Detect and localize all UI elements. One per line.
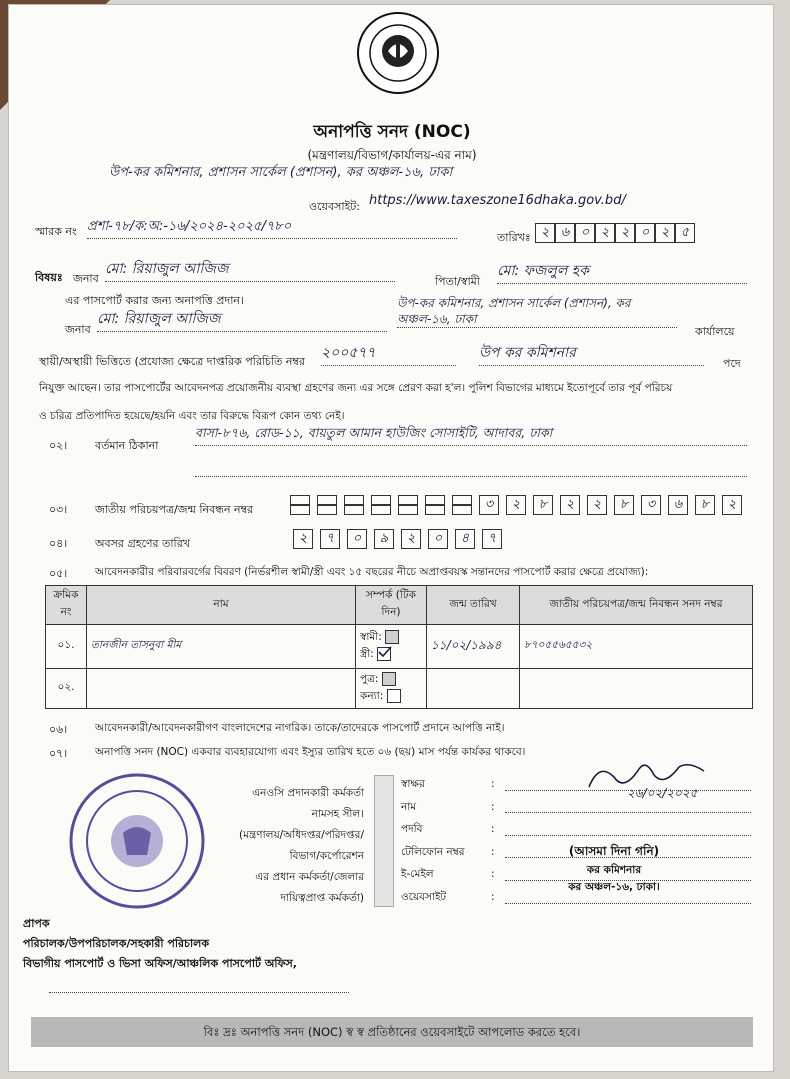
digit-box: ৬ [668, 495, 688, 515]
row-nid [520, 669, 753, 709]
field-colon: : [491, 823, 495, 836]
checkmark-icon [378, 646, 392, 658]
current-address: বাসা-৮৭৬, রোড-১১, বায়তুল আমান হাউজিং সোসাইটি, আদাবর, ঢাকা [195, 425, 747, 446]
memo-label: স্মারক নং [35, 225, 77, 238]
officer-description-line: দায়িত্বপ্রাপ্ত কর্মকর্তা) [280, 892, 364, 904]
officer-description-line: বিভাগ/কর্পোরেশন [289, 850, 364, 862]
item-5-number: ০৫। [49, 567, 68, 580]
recipient-address-line [49, 991, 349, 993]
recipient-line-1: পরিচালক/উপপরিচালক/সহকারী পরিচালক [23, 937, 210, 950]
permanent-temporary-text: স্থায়ী/অস্থায়ী ভিত্তিতে (প্রযোজ্য ক্ষেত্রে দাপ্তরিক পরিচিতি নম্বর [39, 355, 305, 368]
digit-box: ৬ [555, 223, 575, 243]
field-colon: : [491, 890, 495, 903]
designation-suffix: পদে [723, 357, 741, 370]
body-paragraph: নিযুক্ত আছেন। তার পাসপোর্টের আবেদনপত্র প্রয়োজনীয় ব্যবস্থা গ্রহণের জন্য এর সঙ্গে প্রেরণ করা হ'ল। পুলিশ বিভাগের মাধ্যমে ইতোপূর্বে তার পূর্ব পরিচয় [39, 382, 673, 394]
applicant-name: মো: রিয়াজুল আজিজ [105, 257, 395, 282]
official-id-number: ২০০৫৭৭ [321, 341, 456, 366]
digit-box: ৮ [614, 495, 634, 515]
digit-box: ৫ [675, 223, 695, 243]
officer-description-line: নামসহ সীল। [311, 808, 364, 820]
digit-box: ০ [428, 529, 448, 549]
item-6-number: ০৬। [49, 723, 68, 736]
designation-value: উপ কর কমিশনার [479, 341, 704, 366]
digit-box: ২ [615, 223, 635, 243]
digit-box: ৪ [455, 529, 475, 549]
header-nid: জাতীয় পরিচয়পত্র/জন্ম নিবন্ধন সনদ নম্বর [520, 586, 753, 625]
row-serial: ০২. [46, 669, 87, 709]
digit-box: ২ [655, 223, 675, 243]
relation-husband-label: স্বামী: [360, 630, 382, 643]
struck-digit-box [425, 495, 445, 515]
signing-officer-description [214, 783, 364, 909]
table-row [46, 669, 753, 709]
item-7-label: অনাপত্তি সনদ (NOC) একবার ব্যবহারযোগ্য এবং ইস্যুর তারিখ হতে ০৬ (ছয়) মাস পর্যন্ত কার্যকর থাকবে। [95, 746, 526, 758]
row-name: তানজীন তাসনুবা মীম [87, 625, 356, 669]
struck-digit-box [398, 495, 418, 515]
officer-description-line: (মন্ত্রণালয়/অধিদপ্তর/পরিদপ্তর/ [239, 829, 364, 841]
body-office-name: উপ-কর কমিশনার, প্রশাসন সার্কেল (প্রশাসন), কর অঞ্চল-১৬, ঢাকা [397, 295, 677, 328]
office-suffix: কার্যালয়ে [695, 325, 735, 338]
father-name: মো: ফজলুল হক [497, 259, 747, 284]
row-relation [356, 669, 427, 709]
digit-box: ২ [535, 223, 555, 243]
item-2-number: ০২। [49, 439, 68, 452]
office-name-line: উপ-কর কমিশনার, প্রশাসন সার্কেল (প্রশাসন), কর অঞ্চল-১৬, ঢাকা [109, 165, 453, 180]
struck-digit-box [290, 495, 310, 515]
government-seal-icon [356, 11, 440, 95]
row-name [87, 669, 356, 709]
field-colon: : [491, 845, 495, 858]
ministry-subtitle: (মন্ত্রণালয়/বিভাগ/কার্যালয়-এর নাম) [307, 148, 477, 162]
item-3-label: জাতীয় পরিচয়পত্র/জন্ম নিবন্ধন নম্বর [95, 503, 254, 516]
relation-son-label: পুত্র: [360, 672, 379, 685]
item-4-number: ০৪। [49, 537, 68, 550]
digit-box: ২ [506, 495, 526, 515]
body-paragraph-2: ও চরিত্র প্রতিপাদিত হয়েছে/হয়নি এবং তার বিরুদ্ধে বিরূপ কোন তথ্য নেই। [39, 410, 345, 422]
subject-text: এর পাসপোর্ট করার জন্য অনাপত্তি প্রদান। [65, 294, 244, 307]
husband-checkbox[interactable] [385, 630, 399, 644]
website-label: ওয়েবসাইট: [309, 200, 360, 213]
signature-field-line [505, 818, 751, 836]
wife-checkbox-checked[interactable] [377, 647, 391, 661]
item-2-label: বর্তমান ঠিকানা [95, 439, 159, 452]
officer-description-line: এনওসি প্রদানকারী কর্মকর্তা [252, 787, 364, 799]
officer-seal [539, 843, 689, 897]
row-relation [356, 625, 427, 669]
officer-zone: কর অঞ্চল-১৬, ঢাকা। [568, 881, 660, 893]
item-3-number: ০৩। [49, 503, 68, 516]
field-colon: : [491, 778, 495, 790]
signature-field-label: পদবি [401, 823, 423, 836]
document-title: অনাপত্তি সনদ (NOC) [313, 122, 471, 142]
struck-digit-box [317, 495, 337, 515]
body-prefix: জনাব [65, 323, 91, 336]
digit-box: ২ [401, 529, 421, 549]
signature-field-label: নাম [401, 800, 417, 813]
digit-box: ৭ [320, 529, 340, 549]
daughter-checkbox[interactable] [387, 689, 401, 703]
digit-box: ০ [575, 223, 595, 243]
signature-date: ২৬/০২/২০২৫ [627, 786, 698, 800]
signature-field-label: ওয়েবসাইট [401, 890, 447, 903]
noc-document [8, 4, 774, 1072]
row-dob [427, 669, 520, 709]
recipient-line-2: বিভাগীয় পাসপোর্ট ও ভিসা অফিস/আঞ্চলিক পাসপোর্ট অফিস, [23, 957, 297, 970]
family-table [45, 585, 753, 709]
item-4-label: অবসর গ্রহণের তারিখ [95, 537, 190, 550]
row-nid: ৮৭০৫৫৬৫৫৩২ [520, 625, 753, 669]
digit-box: ৮ [695, 495, 715, 515]
memo-number: প্রশা-৭৮/ক:অ:-১৬/২০২৪-২০২৫/৭৮০ [87, 217, 457, 239]
digit-box: ৮ [533, 495, 553, 515]
digit-box: ২ [293, 529, 313, 549]
digit-box: ৩ [641, 495, 661, 515]
digit-box: ৩ [479, 495, 499, 515]
subject-prefix: জনাব [73, 272, 99, 285]
digit-box: ০ [347, 529, 367, 549]
subject-label: বিষয়ঃ [35, 271, 63, 284]
field-colon: : [491, 868, 495, 881]
table-row [46, 625, 753, 669]
header-serial: ক্রমিক নং [46, 586, 87, 625]
father-label: পিতা/স্বামী [435, 275, 480, 288]
signature-field-row [401, 796, 751, 819]
footer-note: বিঃ দ্রঃ অনাপত্তি সনদ (NOC) স্ব স্ব প্রতিষ্ঠানের ওয়েবসাইটে আপলোড করতে হবে। [31, 1017, 753, 1047]
row-dob: ১১/০২/১৯৯৪ [427, 625, 520, 669]
relation-daughter-label: কন্যা: [360, 689, 384, 702]
son-checkbox[interactable] [382, 672, 396, 686]
officer-description-line: এর প্রধান কর্মকর্তা/জেলার [255, 871, 364, 883]
struck-digit-box [344, 495, 364, 515]
item-7-number: ০৭। [49, 747, 68, 760]
signature-field-label: টেলিফোন নম্বর [401, 845, 465, 858]
header-relation: সম্পর্ক (টিক দিন) [356, 586, 427, 625]
row-serial: ০১. [46, 625, 87, 669]
vertical-label-strip [374, 775, 394, 907]
digit-box: ৯ [374, 529, 394, 549]
signature-field-row [401, 818, 751, 841]
relation-wife-label: স্ত্রী: [360, 647, 374, 660]
recipient-title: প্রাপক [23, 917, 50, 930]
header-dob: জন্ম তারিখ [427, 586, 520, 625]
address-second-line [195, 475, 747, 477]
family-table-header [46, 586, 753, 625]
struck-digit-box [371, 495, 391, 515]
signature-field-label: ই-মেইল [401, 868, 434, 881]
date-label: তারিখঃ [497, 231, 531, 244]
digit-box: ২ [595, 223, 615, 243]
item-5-label: আবেদনকারীর পরিবারবর্গের বিবরণ (নির্ভরশীল স্বামী/স্ত্রী এবং ১৫ বছরের নীচে অপ্রাপ্তবয়স্ক সন্তানদের পাসপোর্ট করার ক্ষেত্রে প্রযোজ্য): [95, 566, 649, 578]
digit-box: ২ [587, 495, 607, 515]
digit-box: ৭ [482, 529, 502, 549]
website-value: https://www.taxeszone16dhaka.gov.bd/ [369, 193, 626, 208]
officer-name: (আসমা দিনা গনি) [568, 844, 660, 858]
digit-box: ০ [635, 223, 655, 243]
header-name: নাম [87, 586, 356, 625]
office-round-stamp-icon [67, 771, 207, 911]
officer-title: কর কমিশনার [586, 864, 642, 876]
item-6-label: আবেদনকারী/আবেদনকারীগণ বাংলাদেশের নাগরিক। তাকে/তাদেরকে পাসপোর্ট প্রদানে আপত্তি নাই। [95, 722, 505, 734]
body-applicant-name: মো: রিয়াজুল আজিজ [97, 307, 387, 332]
digit-box: ২ [722, 495, 742, 515]
signature-field-label: স্বাক্ষর [401, 778, 425, 790]
field-colon: : [491, 800, 495, 813]
digit-box: ২ [560, 495, 580, 515]
struck-digit-box [452, 495, 472, 515]
